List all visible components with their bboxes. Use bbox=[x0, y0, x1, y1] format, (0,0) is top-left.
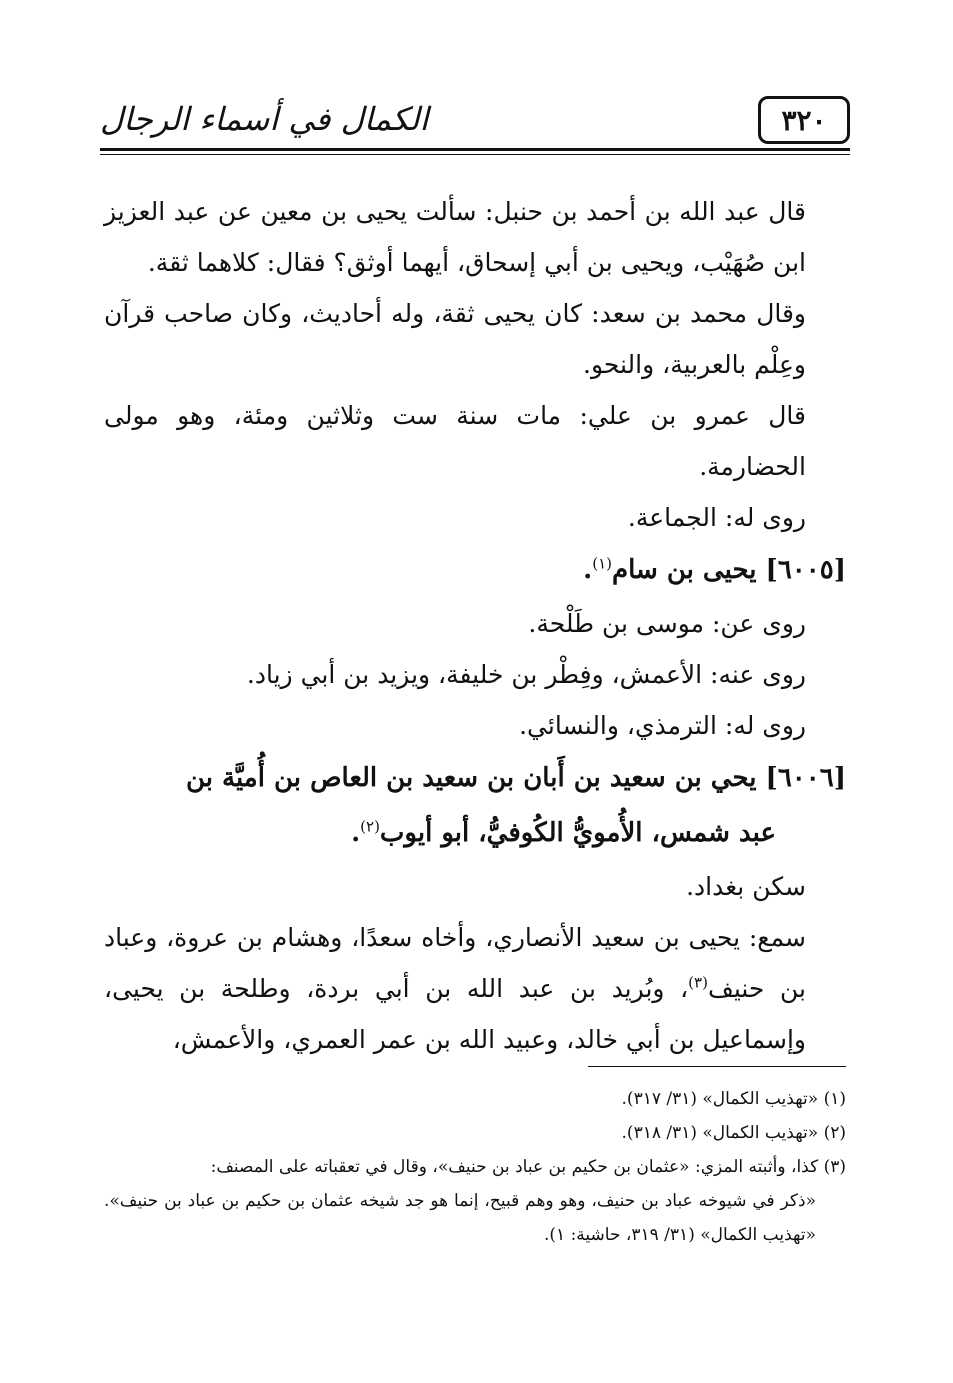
footnote-marker: (١) bbox=[592, 554, 612, 573]
entry-title-line2: عبد شمس، الأُمويُّ الكُوفيُّ، أبو أيوب bbox=[379, 818, 776, 848]
main-text bbox=[104, 186, 846, 1065]
page-number: ٣٢٠ bbox=[758, 96, 850, 144]
entry-title: [٦٠٠٥] يحيى بن سام bbox=[612, 555, 846, 585]
footnote: (٢) «تهذيب الكمال» (٣١/ ٣١٨). bbox=[621, 1123, 846, 1143]
paragraph: روى عنه: الأعمش، وفِطْر بن خليفة، ويزيد بن أبي زياد. bbox=[246, 660, 806, 689]
paragraph: قال عبد الله بن أحمد بن حنبل: سألت يحيى بن معين عن عبد العزيز ابن صُهَيْب، ويحيى بن أبي إسحاق، أيهما أوثق؟ فقال: كلاهما ثقة. bbox=[104, 197, 806, 277]
entry-title-line1: [٦٠٠٦] يحي بن سعيد بن أَبان بن سعيد بن العاص بن أُميَّة بن bbox=[185, 763, 846, 793]
footnote: (٣) كذا، وأثبته المزي: «عثمان بن حكيم بن عباد بن حنيف»، وقال في تعقباته على المصنف: bbox=[210, 1157, 846, 1177]
paragraph bbox=[104, 912, 846, 1065]
running-title: الكمال في أسماء الرجال bbox=[100, 100, 429, 138]
paragraph-text: ، وبُريد بن عبد الله بن أبي بردة، وطلحة بن يحيى، وإسماعيل بن أبي خالد، وعبيد الله بن عمر العمري، والأعمش، bbox=[104, 974, 806, 1054]
paragraph: روى عن: موسى بن طَلْحة. bbox=[528, 609, 806, 638]
entry-heading bbox=[104, 543, 846, 598]
entry-end: . bbox=[583, 555, 593, 585]
paragraph: روى له: الجماعة. bbox=[627, 503, 806, 532]
footnote-rule bbox=[588, 1066, 846, 1067]
footnote-marker: (٣) bbox=[688, 973, 708, 992]
paragraph-text: سمع: يحيى بن سعيد الأنصاري، وأخاه سعدًا، وهشام بن عروة، وعباد بن حنيف bbox=[104, 923, 806, 1003]
paragraph: وقال محمد بن سعد: كان يحيى ثقة، وله أحاديث، وكان صاحب قرآن وعِلْم بالعربية، والنحو. bbox=[104, 299, 806, 379]
header-rule bbox=[100, 148, 850, 151]
entry-end: . bbox=[351, 818, 361, 848]
footnote: (١) «تهذيب الكمال» (٣١/ ٣١٧). bbox=[621, 1089, 846, 1109]
header-rule-thin bbox=[100, 154, 850, 155]
page-header bbox=[100, 96, 850, 156]
paragraph: روى له: الترمذي، والنسائي. bbox=[519, 711, 806, 740]
footnotes bbox=[104, 1082, 846, 1252]
footnote: «ذكر في شيوخه عباد بن حنيف، وهو وهم قبيح، إنما هو جد شيخه عثمان بن حكيم بن عباد بن حنيف». «تهذيب الكمال» (٣١/ ٣١٩، حاشية: ١). bbox=[104, 1191, 816, 1245]
paragraph: قال عمرو بن علي: مات سنة ست وثلاثين ومئة، وهو مولى الحضارمة. bbox=[104, 401, 806, 481]
paragraph: سكن بغداد. bbox=[686, 872, 806, 901]
entry-heading bbox=[104, 751, 846, 861]
footnote-marker: (٢) bbox=[360, 817, 380, 836]
